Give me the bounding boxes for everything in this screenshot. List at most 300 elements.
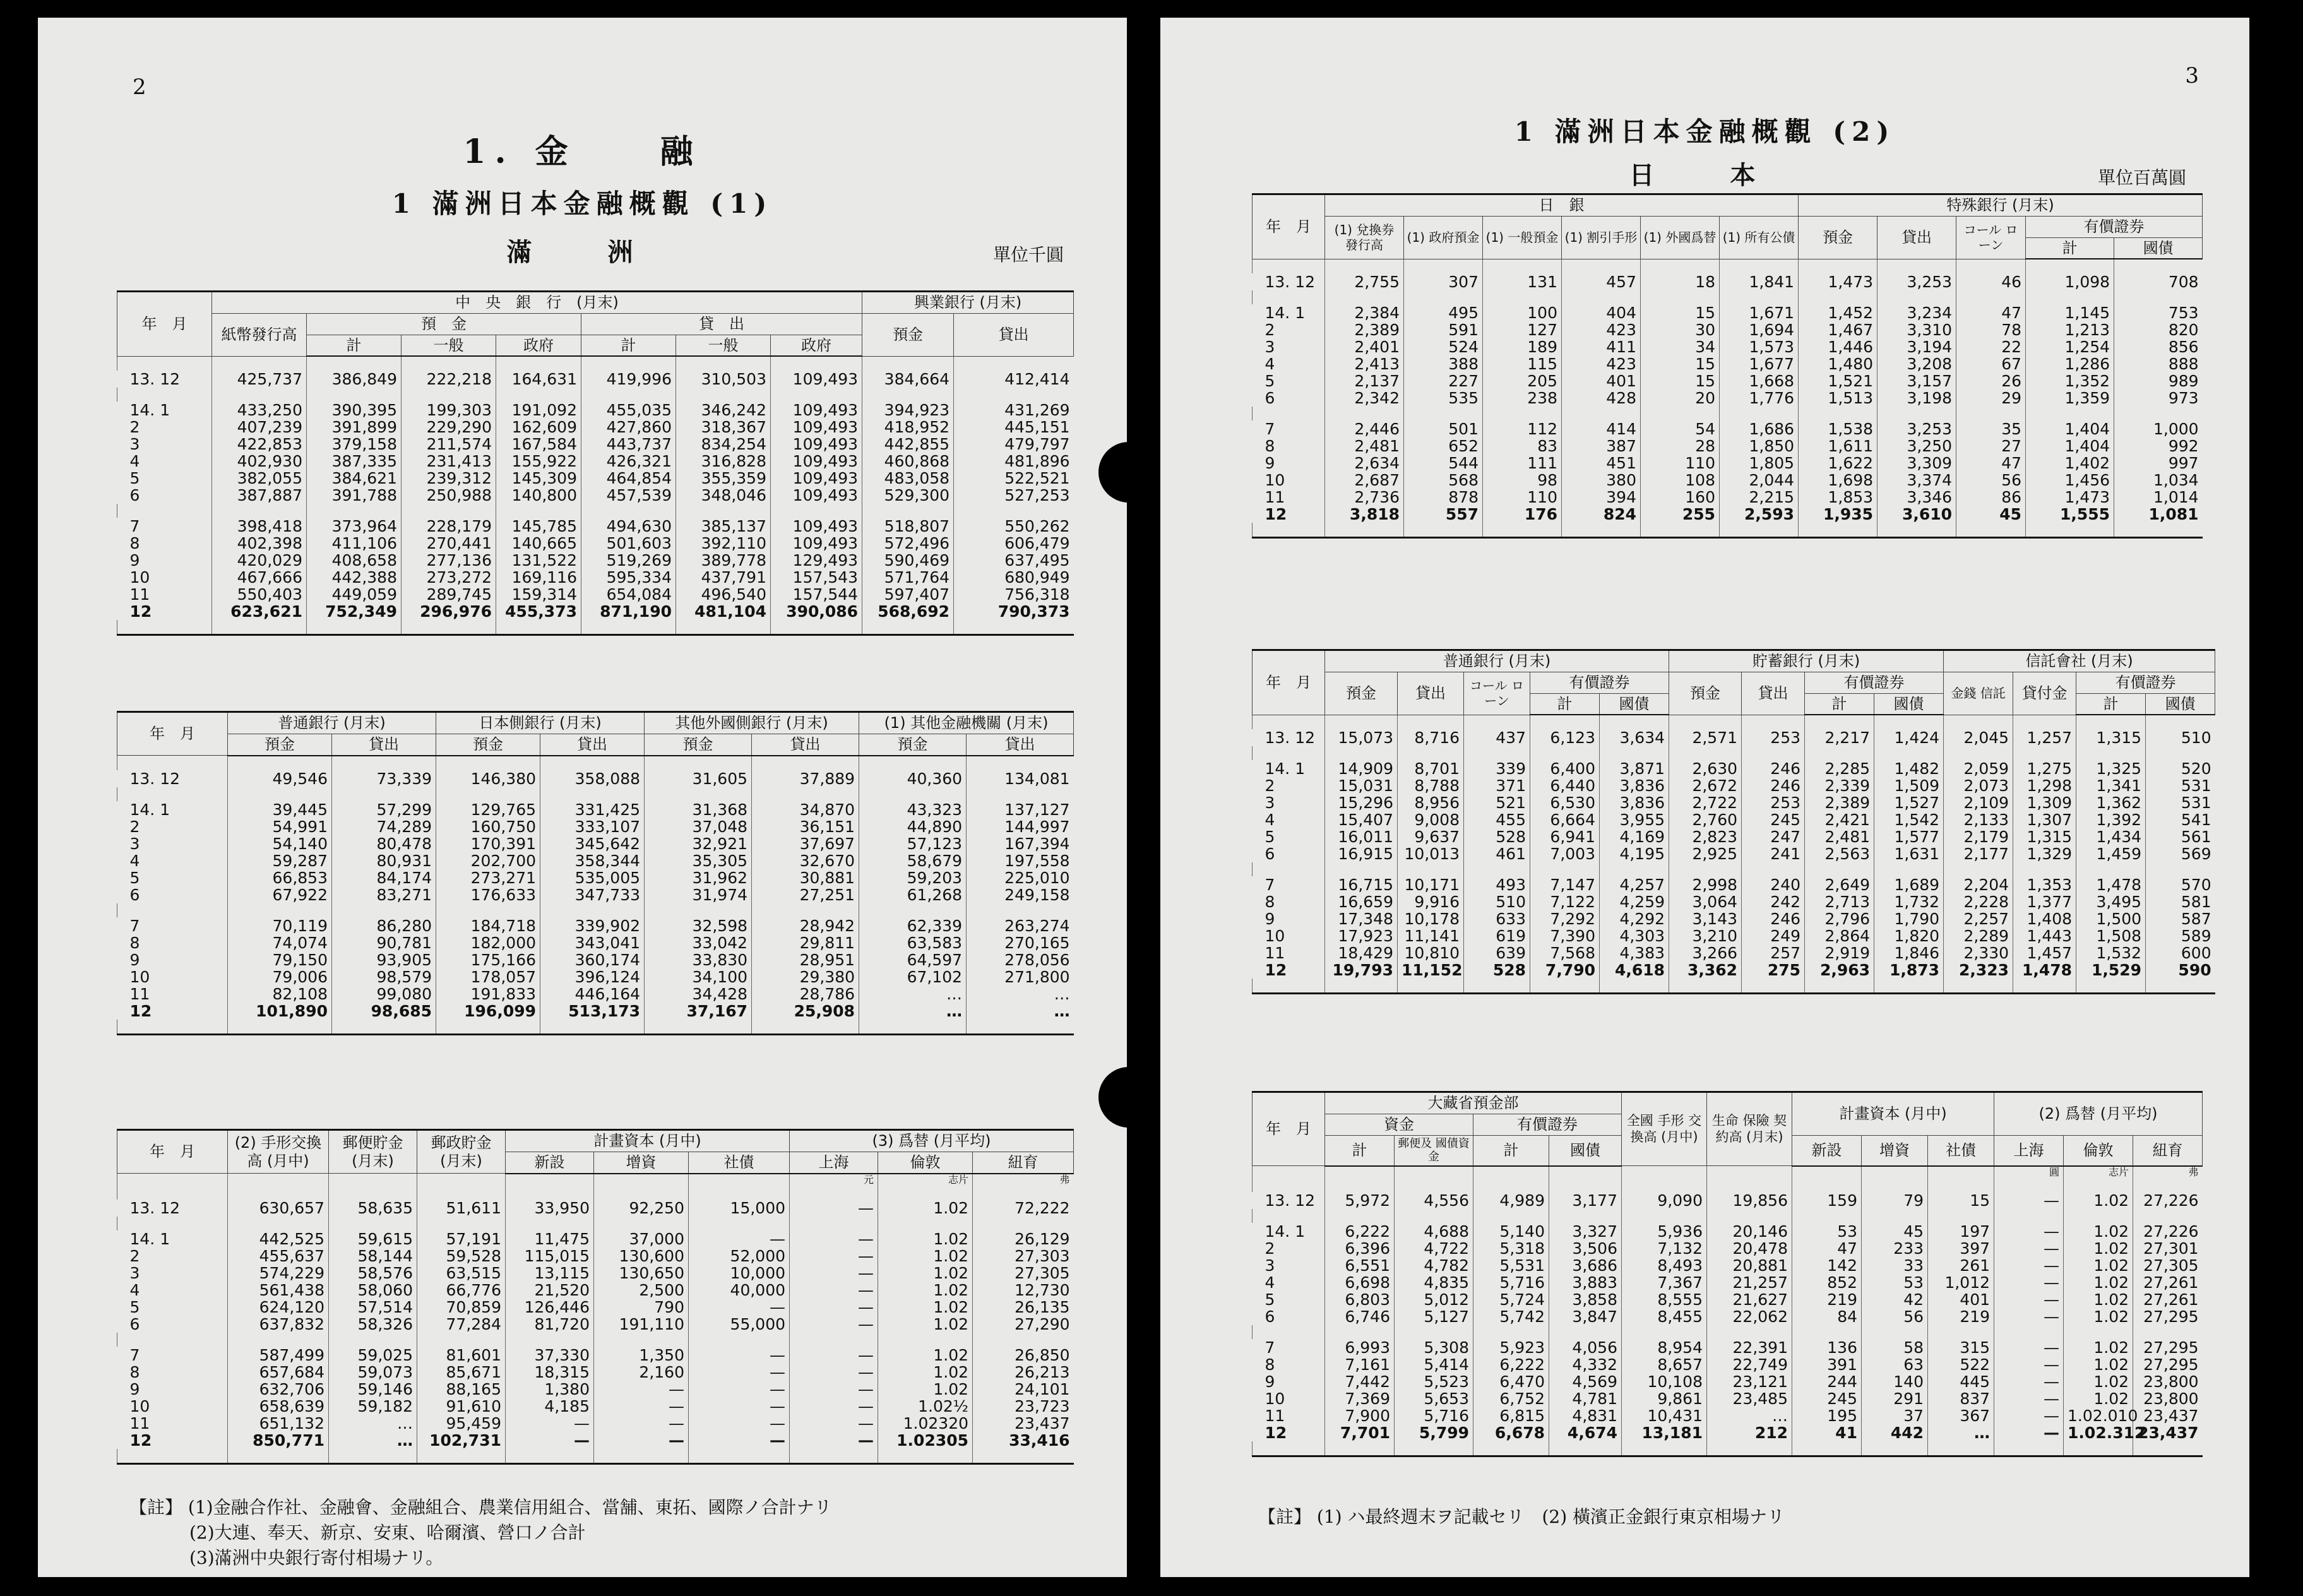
table-cell: 587,499 — [228, 1347, 329, 1364]
table-cell: — — [594, 1415, 689, 1432]
table-cell: 7,568 — [1530, 944, 1600, 962]
gap-cell — [307, 388, 402, 402]
table-cell: 449,059 — [307, 586, 402, 603]
gap-cell — [1325, 1441, 1395, 1456]
table-row — [1253, 944, 2215, 962]
table-cell: 4,292 — [1600, 910, 1669, 927]
gap-cell — [862, 620, 954, 635]
gap-cell — [1799, 407, 1878, 420]
japan-ordinary-savings-trust-table — [1252, 649, 2215, 994]
table-cell: 277,136 — [402, 552, 496, 569]
table-cell: 19,793 — [1325, 962, 1398, 979]
gap-cell — [1473, 1325, 1549, 1339]
region-row — [1160, 155, 2249, 193]
table-cell: 394,923 — [862, 402, 954, 419]
gap-cell — [1253, 1209, 1325, 1223]
table-row — [117, 586, 1074, 603]
unit-label: 圓 — [1994, 1166, 2064, 1178]
table-cell: — — [594, 1432, 689, 1449]
table-cell: 10,108 — [1622, 1373, 1707, 1390]
table-cell: 61,268 — [859, 886, 967, 903]
gap-cell — [117, 356, 212, 371]
table-cell: 205 — [1483, 372, 1562, 390]
table-cell: — — [790, 1299, 878, 1316]
table-cell: 3,253 — [1878, 420, 1956, 438]
table-cell: 23,437 — [2133, 1424, 2203, 1441]
table-cell: 654,084 — [581, 586, 676, 603]
gap-cell — [581, 356, 676, 371]
table-row — [1253, 1424, 2203, 1441]
gap-cell — [1669, 979, 1742, 994]
row-label: 11 — [1265, 488, 1285, 507]
table-cell: 518,807 — [862, 518, 954, 535]
table-cell: — — [790, 1381, 878, 1398]
table-cell: 1,408 — [2013, 910, 2076, 927]
table-cell: — — [790, 1265, 878, 1282]
table-row — [117, 535, 1074, 552]
gap-cell — [862, 388, 954, 402]
table-cell: 219 — [1928, 1308, 1994, 1325]
table-cell: 2,864 — [1805, 927, 1874, 944]
table-cell: 101,890 — [228, 1003, 332, 1020]
table-cell: 23,800 — [2133, 1373, 2203, 1390]
gap-cell — [228, 1186, 329, 1200]
row-label: 3 — [129, 834, 140, 853]
table-cell: 63,583 — [859, 934, 967, 951]
header-sub: 預金 — [1325, 672, 1398, 715]
table-row — [1253, 1274, 2203, 1291]
table-cell: 14,909 — [1325, 760, 1398, 777]
table-cell: 856 — [2114, 338, 2203, 355]
gap-cell — [1253, 290, 1325, 304]
table-cell: 27 — [1956, 438, 2026, 455]
table-cell: 3,871 — [1600, 760, 1669, 777]
table-cell: 871,190 — [581, 603, 676, 620]
table-cell: 22,062 — [1707, 1308, 1792, 1325]
table-cell: 384,621 — [307, 470, 402, 487]
table-cell: 443,737 — [581, 436, 676, 453]
table-cell: 47 — [1792, 1240, 1862, 1257]
table-cell: 33,416 — [973, 1432, 1074, 1449]
table-cell: 34,428 — [645, 986, 752, 1003]
table-cell: 37,697 — [752, 835, 859, 852]
table-cell: — — [790, 1282, 878, 1299]
table-row — [117, 917, 1074, 934]
gap-cell — [790, 1217, 878, 1230]
table-cell: 26,129 — [973, 1230, 1074, 1248]
table-row — [1253, 729, 2215, 746]
row-label: 13. 12 — [1265, 273, 1316, 292]
table-cell: 397 — [1928, 1240, 1994, 1257]
row-gap — [117, 620, 1074, 635]
table-cell: 570 — [2146, 876, 2215, 893]
gap-cell — [973, 1186, 1074, 1200]
gap-cell — [771, 620, 862, 635]
right-page — [1160, 18, 2249, 1577]
row-label: 12 — [1265, 1423, 1287, 1442]
table-cell: 5,127 — [1395, 1308, 1473, 1325]
gap-cell — [1253, 1441, 1325, 1456]
table-cell: 1,298 — [2013, 777, 2076, 794]
table-cell: 331,425 — [540, 801, 645, 818]
gap-cell — [1944, 715, 2013, 729]
table-row — [1253, 1339, 2203, 1356]
table-cell: 10,000 — [689, 1265, 790, 1282]
table-cell: — — [1994, 1223, 2064, 1240]
gap-cell — [1600, 746, 1669, 760]
table-cell: 2,342 — [1325, 390, 1404, 407]
table-cell: 3,266 — [1669, 944, 1742, 962]
gap-cell — [1669, 862, 1742, 876]
table-cell: 98,685 — [332, 1003, 436, 1020]
gap-cell — [1325, 407, 1404, 420]
row-label: 8 — [129, 534, 140, 553]
gap-cell — [878, 1333, 973, 1347]
table-row — [1253, 893, 2215, 910]
table-cell: 182,000 — [436, 934, 540, 951]
table-cell: 23,121 — [1707, 1373, 1792, 1390]
gap-cell — [954, 388, 1074, 402]
row-gap — [1253, 407, 2203, 420]
header-sub: 倫敦 — [2064, 1135, 2133, 1166]
table-cell: 6,400 — [1530, 760, 1600, 777]
table-cell: 1,012 — [1928, 1274, 1994, 1291]
header-sub: 計 — [2026, 237, 2114, 259]
table-row — [117, 1381, 1074, 1398]
table-row — [117, 968, 1074, 986]
table-cell: 8,455 — [1622, 1308, 1707, 1325]
gap-cell — [540, 756, 645, 770]
gap-cell — [402, 356, 496, 371]
header-loans: 貸 出 — [581, 313, 862, 335]
table-cell: 17,923 — [1325, 927, 1398, 944]
table-cell: … — [329, 1415, 417, 1432]
table-cell: … — [1707, 1407, 1792, 1424]
table-cell: 1,309 — [2013, 794, 2076, 811]
header-sub: 增資 — [594, 1152, 689, 1173]
gap-cell — [594, 1186, 689, 1200]
header-sub: 上海 — [790, 1152, 878, 1173]
table-cell: 250,988 — [402, 487, 496, 504]
header-year-month: 年 月 — [1253, 1092, 1325, 1166]
table-cell: 4,303 — [1600, 927, 1669, 944]
table-row — [1253, 1192, 2203, 1209]
row-gap — [117, 1449, 1074, 1464]
table-cell: — — [1994, 1308, 2064, 1325]
table-cell: 442 — [1862, 1424, 1928, 1441]
table-cell: 568 — [1404, 472, 1483, 489]
row-label: 14. 1 — [129, 401, 170, 420]
gap-cell — [859, 787, 967, 801]
table-cell: 62,339 — [859, 917, 967, 934]
table-cell: 1.02 — [2064, 1257, 2133, 1274]
table-cell: 57,123 — [859, 835, 967, 852]
table-cell: 5,799 — [1395, 1424, 1473, 1441]
table-cell: 36,151 — [752, 818, 859, 835]
table-cell: 7,003 — [1530, 845, 1600, 862]
table-cell: 33,042 — [645, 934, 752, 951]
table-cell: 419,996 — [581, 371, 676, 388]
table-cell: 58,144 — [329, 1248, 417, 1265]
table-cell: 33,950 — [506, 1200, 594, 1217]
row-label: 4 — [1265, 355, 1275, 374]
table-cell: 291 — [1862, 1390, 1928, 1407]
table-cell: 8,954 — [1622, 1339, 1707, 1356]
table-cell: 4,169 — [1600, 828, 1669, 845]
table-cell: 572,496 — [862, 535, 954, 552]
table-cell: 72,222 — [973, 1200, 1074, 1217]
table-cell: 27,261 — [2133, 1274, 2203, 1291]
table-cell: 1,446 — [1799, 338, 1878, 355]
table-row — [117, 1003, 1074, 1020]
row-label: 8 — [129, 933, 140, 952]
header-sub: 紐育 — [2133, 1135, 2203, 1166]
table-cell: 358,344 — [540, 852, 645, 869]
table-cell: 191,092 — [496, 402, 581, 419]
row-label: 7 — [1265, 420, 1275, 439]
unit-spacer — [1473, 1166, 1549, 1178]
table-cell: 651,132 — [228, 1415, 329, 1432]
table-cell: 1.02 — [878, 1248, 973, 1265]
table-cell: 247 — [1742, 828, 1805, 845]
row-label: 3 — [129, 435, 140, 454]
table-cell: 637,832 — [228, 1316, 329, 1333]
unit-spacer — [1325, 1166, 1395, 1178]
header-sub: 計 — [1473, 1135, 1549, 1166]
table-cell: 837 — [1928, 1390, 1994, 1407]
gap-cell — [1562, 259, 1641, 273]
table-cell: — — [689, 1415, 790, 1432]
header-sub: 貸出 — [1878, 216, 1956, 259]
table-cell: 2,630 — [1669, 760, 1742, 777]
row-gap — [117, 356, 1074, 371]
table-row — [1253, 355, 2203, 372]
table-cell: 7,390 — [1530, 927, 1600, 944]
table-cell: 79 — [1862, 1192, 1928, 1209]
gap-cell — [1473, 1178, 1549, 1192]
table-cell: 510 — [1464, 893, 1530, 910]
table-cell: 8,657 — [1622, 1356, 1707, 1373]
header-japanese-banks: 日本側銀行 (月末) — [436, 712, 645, 734]
table-cell: 84 — [1792, 1308, 1862, 1325]
table-cell: 4,781 — [1549, 1390, 1622, 1407]
table-cell: 7,292 — [1530, 910, 1600, 927]
footnotes — [129, 1495, 832, 1571]
table-cell: 59,287 — [228, 852, 332, 869]
table-cell: 4,332 — [1549, 1356, 1622, 1373]
table-cell: 110 — [1641, 455, 1720, 472]
table-cell: 7,122 — [1530, 893, 1600, 910]
unit-row — [117, 1174, 1074, 1186]
table-cell: 355,359 — [676, 470, 771, 487]
row-gap — [117, 1333, 1074, 1347]
table-cell: 402,930 — [212, 453, 307, 470]
table-cell: 8,555 — [1622, 1291, 1707, 1308]
gap-cell — [1874, 746, 1944, 760]
table-cell: 1,622 — [1799, 455, 1878, 472]
table-cell: 1,275 — [2013, 760, 2076, 777]
table-cell: 86 — [1956, 489, 2026, 506]
table-cell: 1.02 — [878, 1299, 973, 1316]
row-gap — [117, 903, 1074, 917]
gap-cell — [645, 1020, 752, 1035]
table-cell: 1,555 — [2026, 506, 2114, 523]
table-cell: 77,284 — [417, 1316, 506, 1333]
gap-cell — [1669, 715, 1742, 729]
table-cell: 384,664 — [862, 371, 954, 388]
table-cell: 411 — [1562, 338, 1641, 355]
table-cell: 126,446 — [506, 1299, 594, 1316]
table-cell: 1,478 — [2076, 876, 2146, 893]
table-cell: 67,102 — [859, 968, 967, 986]
gap-cell — [307, 356, 402, 371]
gap-cell — [1944, 979, 2013, 994]
table-cell: 5,414 — [1395, 1356, 1473, 1373]
table-cell: 57,514 — [329, 1299, 417, 1316]
table-row — [117, 801, 1074, 818]
header-sub: 社債 — [689, 1152, 790, 1173]
table-cell: 790 — [594, 1299, 689, 1316]
table-cell: 4,383 — [1600, 944, 1669, 962]
table-cell: 102,731 — [417, 1432, 506, 1449]
unit-label: 單位百萬圓 — [2097, 167, 2186, 188]
table-cell: 88,165 — [417, 1381, 506, 1398]
row-gap — [1253, 715, 2215, 729]
table-cell: 67,922 — [228, 886, 332, 903]
table-cell: 7,701 — [1325, 1424, 1395, 1441]
table-cell: 27,305 — [973, 1265, 1074, 1282]
gap-cell — [1994, 1178, 2064, 1192]
gap-cell — [1792, 1209, 1862, 1223]
table-cell: 78 — [1956, 321, 2026, 338]
table-cell: 47 — [1956, 455, 2026, 472]
gap-cell — [436, 787, 540, 801]
table-cell: 1,081 — [2114, 506, 2203, 523]
row-label: 7 — [1265, 1338, 1275, 1357]
row-label: 14. 1 — [1265, 759, 1306, 778]
table-cell: 144,997 — [967, 818, 1074, 835]
table-cell: 271,800 — [967, 968, 1074, 986]
table-cell: 3,883 — [1549, 1274, 1622, 1291]
table-cell: 401 — [1562, 372, 1641, 390]
table-cell: 27,303 — [973, 1248, 1074, 1265]
table-cell: — — [1994, 1390, 2064, 1407]
table-cell: 84,174 — [332, 869, 436, 886]
gap-cell — [859, 1020, 967, 1035]
table-cell: — — [790, 1230, 878, 1248]
table-cell: 33,830 — [645, 951, 752, 968]
gap-cell — [540, 1020, 645, 1035]
table-cell: 1,456 — [2026, 472, 2114, 489]
gap-cell — [228, 903, 332, 917]
header-sub: 一般 — [402, 335, 496, 356]
table-row — [1253, 390, 2203, 407]
table-cell: 5,012 — [1395, 1291, 1473, 1308]
row-gap — [1253, 523, 2203, 538]
gap-cell — [496, 620, 581, 635]
gap-cell — [1483, 259, 1562, 273]
gap-cell — [540, 903, 645, 917]
table-cell: 1,362 — [2076, 794, 2146, 811]
table-cell: — — [689, 1398, 790, 1415]
table-cell: 28,786 — [752, 986, 859, 1003]
table-cell: 888 — [2114, 355, 2203, 372]
table-cell: 6,993 — [1325, 1339, 1395, 1356]
table-cell: 4,259 — [1600, 893, 1669, 910]
gap-cell — [645, 903, 752, 917]
table-row — [117, 1364, 1074, 1381]
row-label: 3 — [1265, 794, 1275, 813]
gap-cell — [1622, 1325, 1707, 1339]
table-cell: — — [790, 1248, 878, 1265]
header-sub: コール ローン — [1464, 672, 1530, 715]
table-row — [117, 1432, 1074, 1449]
table-cell: 3,634 — [1600, 729, 1669, 746]
table-row — [1253, 760, 2215, 777]
table-cell: 5,972 — [1325, 1192, 1395, 1209]
table-row — [1253, 1257, 2203, 1274]
gap-cell — [1862, 1441, 1928, 1456]
row-gap — [1253, 1325, 2203, 1339]
table-cell: 229,290 — [402, 419, 496, 436]
table-cell: 7,790 — [1530, 962, 1600, 979]
row-gap — [117, 787, 1074, 801]
table-cell: 1,790 — [1874, 910, 1944, 927]
table-cell: 1.02 — [2064, 1390, 2133, 1407]
table-row — [1253, 321, 2203, 338]
gap-cell — [752, 903, 859, 917]
table-cell: 137,127 — [967, 801, 1074, 818]
table-cell: 63 — [1862, 1356, 1928, 1373]
gap-cell — [2013, 862, 2076, 876]
table-cell: 3,327 — [1549, 1223, 1622, 1240]
gap-cell — [1464, 862, 1530, 876]
gap-cell — [1956, 290, 2026, 304]
table-row — [117, 1248, 1074, 1265]
table-cell: 1,457 — [2013, 944, 2076, 962]
table-cell: 47 — [1956, 304, 2026, 321]
table-cell: 2,330 — [1944, 944, 2013, 962]
table-row — [1253, 845, 2215, 862]
gap-cell — [752, 756, 859, 770]
row-gap — [1253, 259, 2203, 273]
header-postal-savings: 郵便貯金 (月末) — [329, 1130, 417, 1174]
table-cell: 1,500 — [2076, 910, 2146, 927]
table-cell: — — [1994, 1192, 2064, 1209]
header-sub: 貸出 — [1742, 672, 1805, 715]
table-row — [117, 835, 1074, 852]
table-cell: 5,724 — [1473, 1291, 1549, 1308]
row-label: 6 — [129, 1314, 140, 1333]
table-cell: 6,678 — [1473, 1424, 1549, 1441]
table-cell: 2,446 — [1325, 420, 1404, 438]
table-cell: 191,110 — [594, 1316, 689, 1333]
gap-cell — [689, 1449, 790, 1464]
gap-cell — [436, 1020, 540, 1035]
gap-cell — [954, 620, 1074, 635]
table-cell: 1,424 — [1874, 729, 1944, 746]
table-cell: 1.02 — [2064, 1192, 2133, 1209]
table-cell: 79,150 — [228, 951, 332, 968]
table-cell: 394 — [1562, 489, 1641, 506]
header-sub: 國債 — [1874, 693, 1944, 715]
table-cell: 2,285 — [1805, 760, 1874, 777]
gap-cell — [878, 1217, 973, 1230]
row-label: 10 — [129, 1396, 150, 1415]
table-cell: 240 — [1742, 876, 1805, 893]
table-cell: … — [1928, 1424, 1994, 1441]
table-cell: 66,776 — [417, 1282, 506, 1299]
